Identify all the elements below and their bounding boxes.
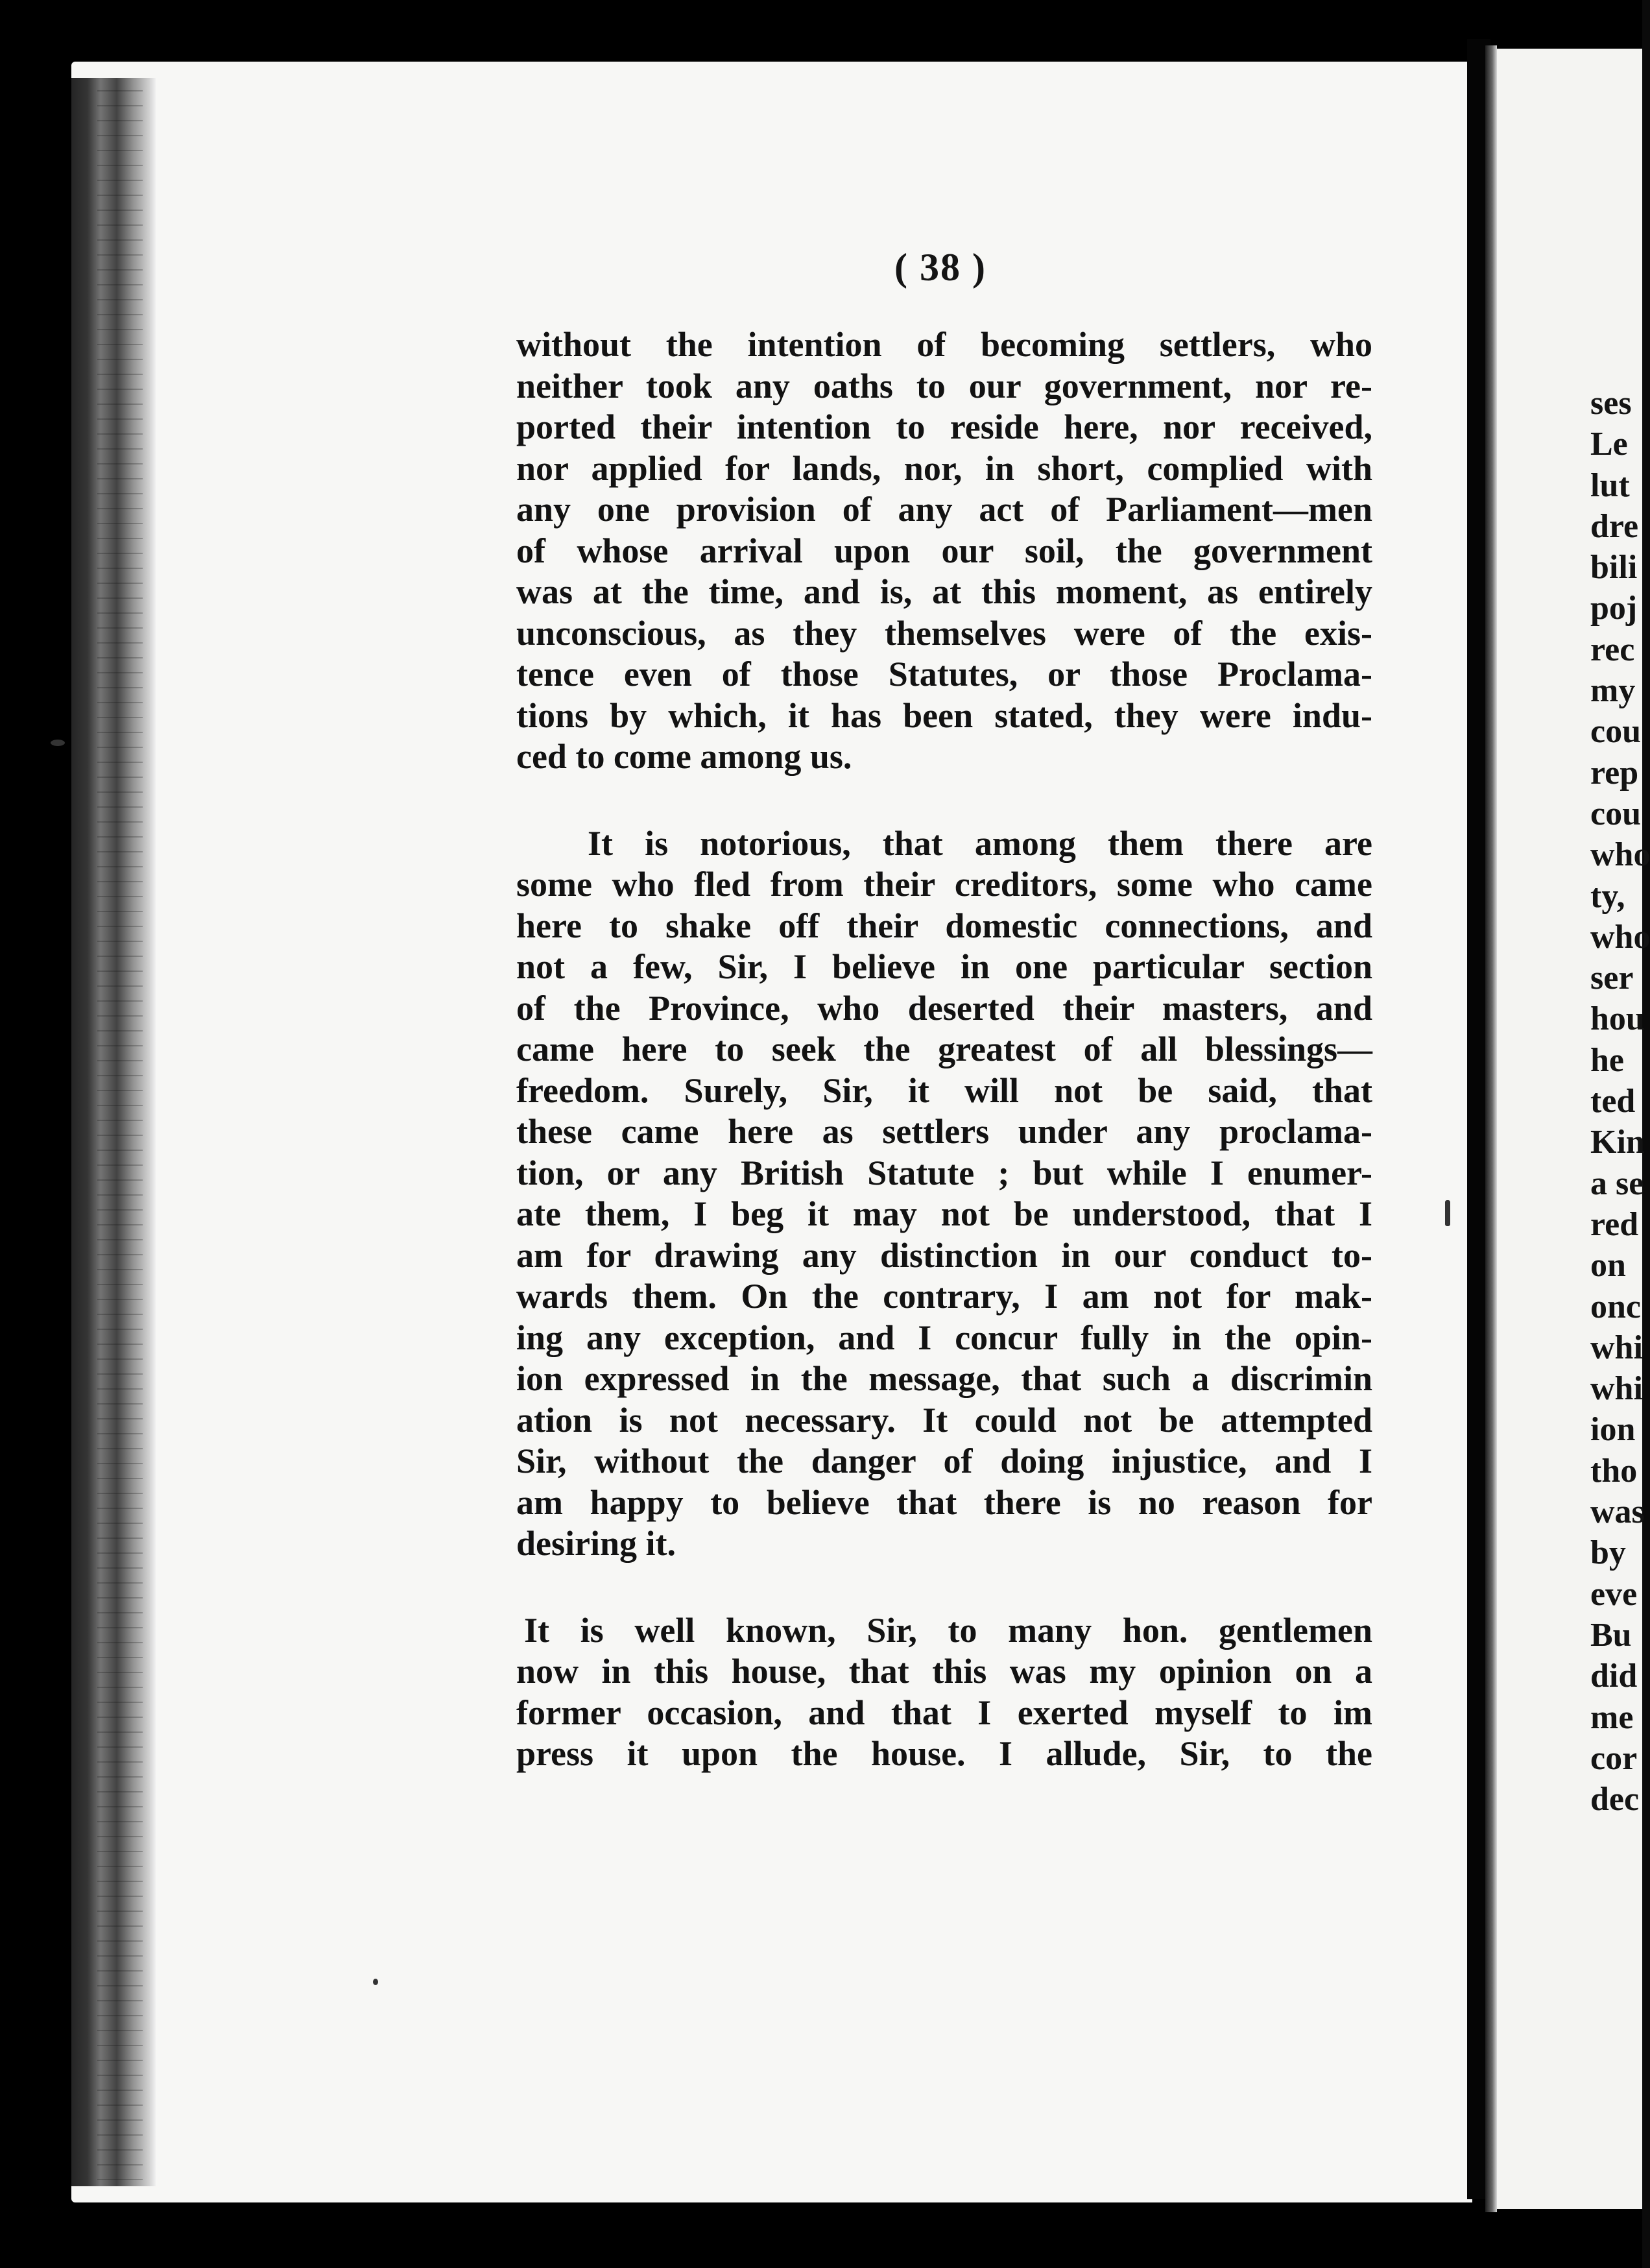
text-line: It is well known, Sir, to many hon. gentlemen [524,1610,1372,1650]
fragment: ses [1590,385,1632,422]
fragment: Le [1590,426,1628,463]
text-line: former occasion, and that I exerted myself to im [516,1693,1372,1732]
text-line: now in this house, that this was my opinion on a [516,1652,1372,1691]
fragment: a se [1590,1164,1644,1202]
spine-texture [97,84,143,2180]
text-line: some who fled from their creditors, some who came [516,865,1372,904]
text-line: ported their intention to reside here, nor received, [516,407,1372,446]
text-line: am for drawing any distinction in our conduct to- [516,1235,1372,1275]
fragment: he [1590,1041,1624,1079]
text-line: ion expressed in the message, that such a discrimin [516,1359,1372,1398]
fragment: by [1590,1534,1626,1572]
fragment: onc [1590,1288,1641,1325]
fragment: who [1590,836,1650,874]
fragment: hou [1590,1000,1645,1038]
fragment: eve [1590,1575,1638,1613]
text-line: ation is not necessary. It could not be attempted [516,1400,1372,1440]
text-line: wards them. On the contrary, I am not for mak- [516,1277,1372,1316]
paragraph-3 [516,1610,1372,1775]
fragment: lut [1590,466,1630,504]
text-line: neither took any oaths to our government, nor re- [516,366,1372,405]
fragment: poj [1590,590,1638,627]
fragment: my [1590,672,1636,710]
fragment: dec [1590,1781,1640,1818]
text-line: ing any exception, and I concur fully in the opin- [516,1318,1372,1357]
fragment: Kin [1590,1124,1645,1161]
text-line: Sir, without the danger of doing injustice, and I [516,1442,1372,1480]
fragment: ted [1590,1083,1636,1120]
fragment: ion [1590,1411,1636,1449]
fragment: cor [1590,1739,1638,1777]
text-line: of whose arrival upon our soil, the government [516,531,1372,570]
text-line: tions by which, it has been stated, they were indu- [516,695,1372,735]
text-line: not a few, Sir, I believe in one particular section [516,947,1372,986]
text-line: It is notorious, that among them there are [588,823,1372,863]
fragment: whi [1590,1329,1643,1366]
text-line: without the intention of becoming settlers, who [516,325,1372,364]
fragment: did [1590,1658,1638,1695]
fragment: tho [1590,1452,1638,1490]
ink-speck [1445,1200,1450,1226]
fragment: Bu [1590,1616,1632,1654]
paragraph-2 [516,823,1372,1565]
body-text [516,324,1372,1775]
fragment: on [1590,1247,1626,1285]
text-line: was at the time, and is, at this moment, as entirely [516,572,1372,611]
page-number: ( 38 ) [894,246,986,289]
text-line: ate them, I beg it may not be understood, that I [516,1194,1372,1233]
right-page-text-fragments [1590,383,1650,1820]
fragment: bili [1590,549,1638,586]
text-line: tence even of those Statutes, or those Proclama- [516,655,1372,694]
ink-speck [51,740,65,746]
text-line: came here to seek the greatest of all blessings— [516,1030,1372,1068]
fragment: whi [1590,1370,1643,1408]
text-line: desiring it. [516,1524,676,1563]
fragment: who [1590,918,1650,956]
text-line: tion, or any British Statute ; but while I enumer- [516,1153,1372,1192]
fragment: rec [1590,631,1635,668]
fragment: rep [1590,754,1639,791]
ink-speck [373,1979,378,1985]
text-line: ced to come among us. [516,737,852,776]
right-page-edge [1485,45,1497,2212]
text-line: here to shake off their domestic connections, and [516,906,1372,945]
fragment: ser [1590,959,1634,997]
text-line: nor applied for lands, nor, in short, complied with [516,448,1372,488]
text-line: of the Province, who deserted their masters, and [516,988,1372,1028]
text-line: these came here as settlers under any proclama- [516,1112,1372,1151]
fragment: dre [1590,507,1639,545]
text-line: press it upon the house. I allude, Sir, to the [516,1734,1372,1773]
fragment: red [1590,1205,1639,1243]
fragment: was [1590,1493,1645,1531]
fragment: cou [1590,713,1641,751]
fragment: cou [1590,795,1641,832]
paragraph-1 [516,324,1372,778]
text-line: unconscious, as they themselves were of the exis- [516,613,1372,653]
text-line: am happy to believe that there is no reason for [516,1482,1372,1522]
text-line: any one provision of any act of Parliament—men [516,490,1372,529]
fragment: ty, [1590,877,1625,915]
text-line: freedom. Surely, Sir, it will not be said, that [516,1070,1372,1110]
fragment: me [1590,1698,1634,1736]
